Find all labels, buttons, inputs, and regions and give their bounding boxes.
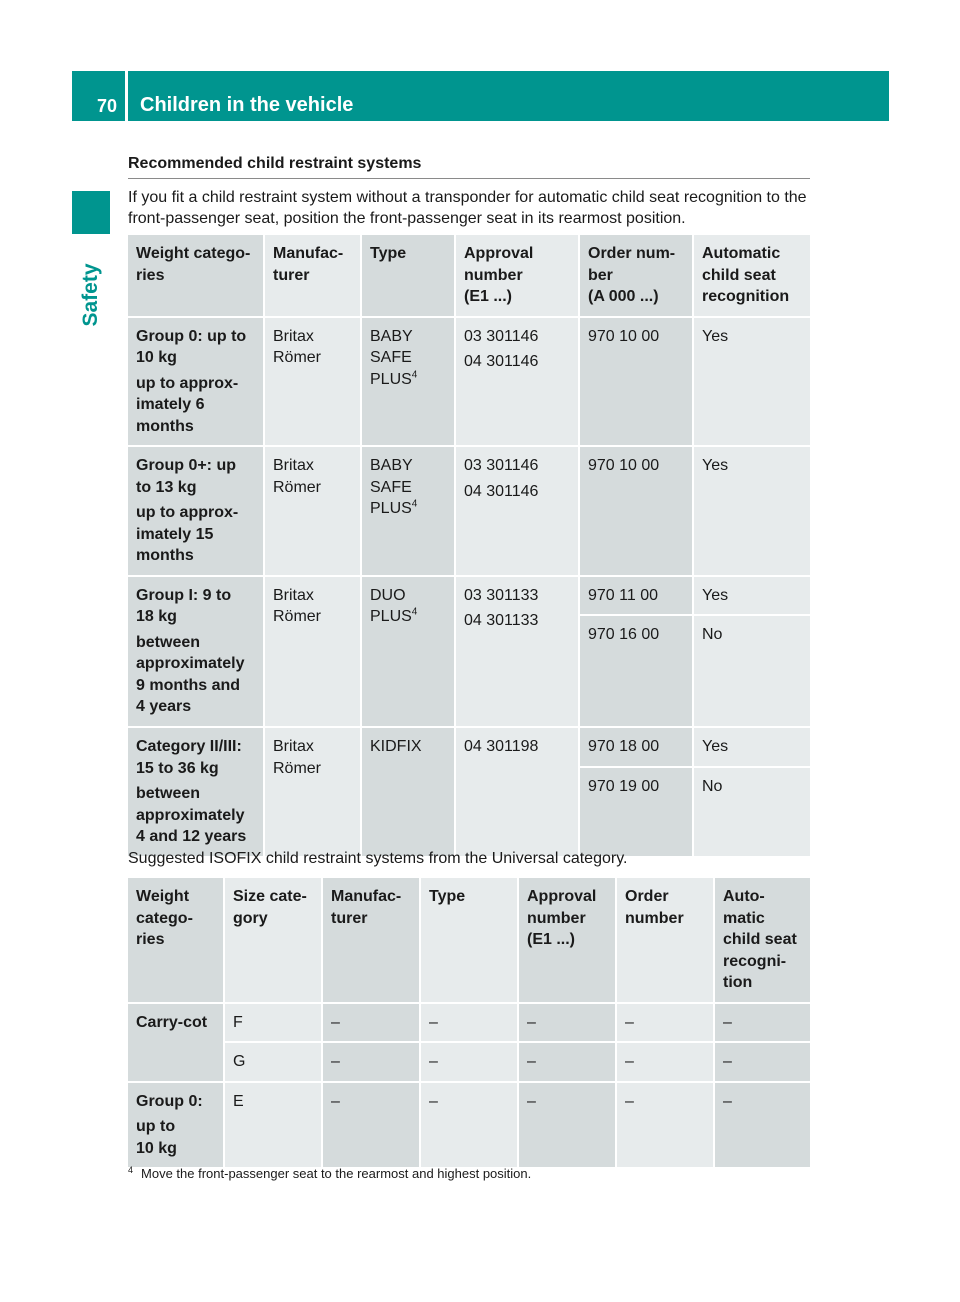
approval-number: 04 301133: [464, 612, 539, 629]
column-header: Manufac- turer: [323, 878, 421, 1004]
table-row: [128, 1083, 812, 1170]
weight-label: Group 0:: [136, 1092, 203, 1110]
table-row: [128, 728, 812, 768]
footnote-ref: 4: [411, 369, 418, 381]
order-number-cell: 970 16 00: [580, 616, 694, 728]
approval-number: 04 301146: [464, 353, 539, 370]
auto-recognition-cell: No: [694, 616, 812, 728]
approval-number: 03 301146: [464, 327, 539, 345]
dash-cell: –: [617, 1083, 715, 1170]
column-header: Weight catego- ries: [128, 235, 265, 318]
manufacturer-cell: Britax Römer: [265, 447, 362, 577]
column-header: Order num- ber (A 000 ...): [580, 235, 694, 318]
table-row: [128, 447, 812, 577]
column-header: Order number: [617, 878, 715, 1004]
column-header: Manufac- turer: [265, 235, 362, 318]
type-cell: [362, 447, 456, 577]
section-tab-marker: [72, 191, 110, 234]
approval-number: 03 301146: [464, 457, 539, 474]
type-name: BABY SAFE PLUS: [370, 327, 413, 388]
weight-range: up to approx- imately 15 months: [136, 504, 239, 564]
type-name: BABY SAFE PLUS: [370, 457, 413, 517]
section-tab-label: Safety: [79, 263, 102, 327]
size-category-cell: F: [225, 1004, 323, 1044]
approval-number: 04 301146: [464, 482, 539, 500]
section-tab: [72, 240, 110, 350]
recommended-systems-table: [128, 235, 812, 858]
chapter-title: Children in the vehicle: [128, 71, 889, 121]
manufacturer-cell: Britax Römer: [265, 728, 362, 858]
column-header: Auto- matic child seat recogni- tion: [715, 878, 812, 1004]
footnote-ref: 4: [411, 498, 418, 510]
auto-recognition-cell: No: [694, 768, 812, 858]
column-header: Approval number (E1 ...): [456, 235, 580, 318]
table-header-row: [128, 878, 812, 1004]
dash-cell: –: [323, 1083, 421, 1170]
table-row: [128, 1004, 812, 1044]
footnote-ref: 4: [411, 606, 418, 618]
approval-cell: [456, 447, 580, 577]
weight-label: Group 0+: up to 13 kg: [136, 457, 236, 496]
order-number-cell: 970 11 00: [580, 577, 694, 617]
weight-range: between approximately 4 and 12 years: [136, 785, 247, 845]
weight-range: up to approx- imately 6 months: [136, 374, 239, 435]
weight-range: between approximately 9 months and 4 years: [136, 633, 245, 715]
weight-label: Group 0: up to 10 kg: [136, 327, 247, 366]
weight-cell: [128, 318, 265, 448]
dash-cell: –: [421, 1004, 519, 1044]
manufacturer-cell: Britax Römer: [265, 577, 362, 729]
approval-cell: [456, 318, 580, 448]
approval-number: 03 301133: [464, 586, 539, 604]
order-number-cell: 970 19 00: [580, 768, 694, 858]
column-header: Size cate- gory: [225, 878, 323, 1004]
type-cell: [362, 318, 456, 448]
auto-recognition-cell: Yes: [694, 728, 812, 768]
dash-cell: –: [421, 1083, 519, 1170]
page-header: [72, 71, 889, 121]
approval-cell: [456, 577, 580, 729]
table-row: [128, 577, 812, 617]
size-category-cell: G: [225, 1043, 323, 1083]
table-row: [128, 318, 812, 448]
page-number: 70: [72, 71, 125, 121]
weight-cell: [128, 1004, 225, 1083]
weight-label: Category II/III: 15 to 36 kg: [136, 738, 242, 777]
weight-range: up to 10 kg: [136, 1118, 177, 1157]
dash-cell: –: [715, 1043, 812, 1083]
column-header: Type: [421, 878, 519, 1004]
order-number-cell: 970 18 00: [580, 728, 694, 768]
dash-cell: –: [715, 1083, 812, 1170]
order-number-cell: 970 10 00: [580, 447, 694, 577]
dash-cell: –: [617, 1043, 715, 1083]
type-cell: [362, 728, 456, 858]
type-cell: [362, 577, 456, 729]
dash-cell: –: [421, 1043, 519, 1083]
dash-cell: –: [519, 1004, 617, 1044]
section-divider: [128, 178, 810, 179]
order-number-cell: 970 10 00: [580, 318, 694, 448]
column-header: Weight catego- ries: [128, 878, 225, 1004]
column-header: Automatic child seat recognition: [694, 235, 812, 318]
weight-cell: [128, 577, 265, 729]
size-category-cell: E: [225, 1083, 323, 1170]
footnote-text: Move the front-passenger seat to the rearmost and highest position.: [141, 1166, 532, 1181]
weight-label: Group I: 9 to 18 kg: [136, 586, 232, 625]
dash-cell: –: [323, 1043, 421, 1083]
auto-recognition-cell: Yes: [694, 447, 812, 577]
weight-cell: [128, 1083, 225, 1170]
dash-cell: –: [715, 1004, 812, 1044]
column-header: Approval number (E1 ...): [519, 878, 617, 1004]
type-name: DUO PLUS: [370, 586, 412, 625]
auto-recognition-cell: Yes: [694, 318, 812, 448]
isofix-paragraph: Suggested ISOFIX child restraint systems from the Universal category.: [128, 850, 628, 867]
footnote-mark: 4: [128, 1164, 134, 1175]
type-name: KIDFIX: [370, 738, 422, 755]
isofix-systems-table: [128, 878, 812, 1169]
section-title: Recommended child restraint systems: [128, 155, 422, 172]
dash-cell: –: [617, 1004, 715, 1044]
weight-cell: [128, 728, 265, 858]
approval-cell: [456, 728, 580, 858]
manufacturer-cell: Britax Römer: [265, 318, 362, 448]
weight-cell: [128, 447, 265, 577]
dash-cell: –: [323, 1004, 421, 1044]
approval-number: 04 301198: [464, 738, 539, 755]
dash-cell: –: [519, 1083, 617, 1170]
weight-label: Carry-cot: [136, 1013, 208, 1031]
footnote: [128, 1166, 531, 1181]
auto-recognition-cell: Yes: [694, 577, 812, 617]
intro-paragraph: If you fit a child restraint system without a transponder for automatic child seat recognition to the front-passenger seat, position the front-passenger seat in its rearmost position.: [128, 189, 807, 227]
table-header-row: [128, 235, 812, 318]
column-header: Type: [362, 235, 456, 318]
dash-cell: –: [519, 1043, 617, 1083]
table-row: [128, 1043, 812, 1083]
